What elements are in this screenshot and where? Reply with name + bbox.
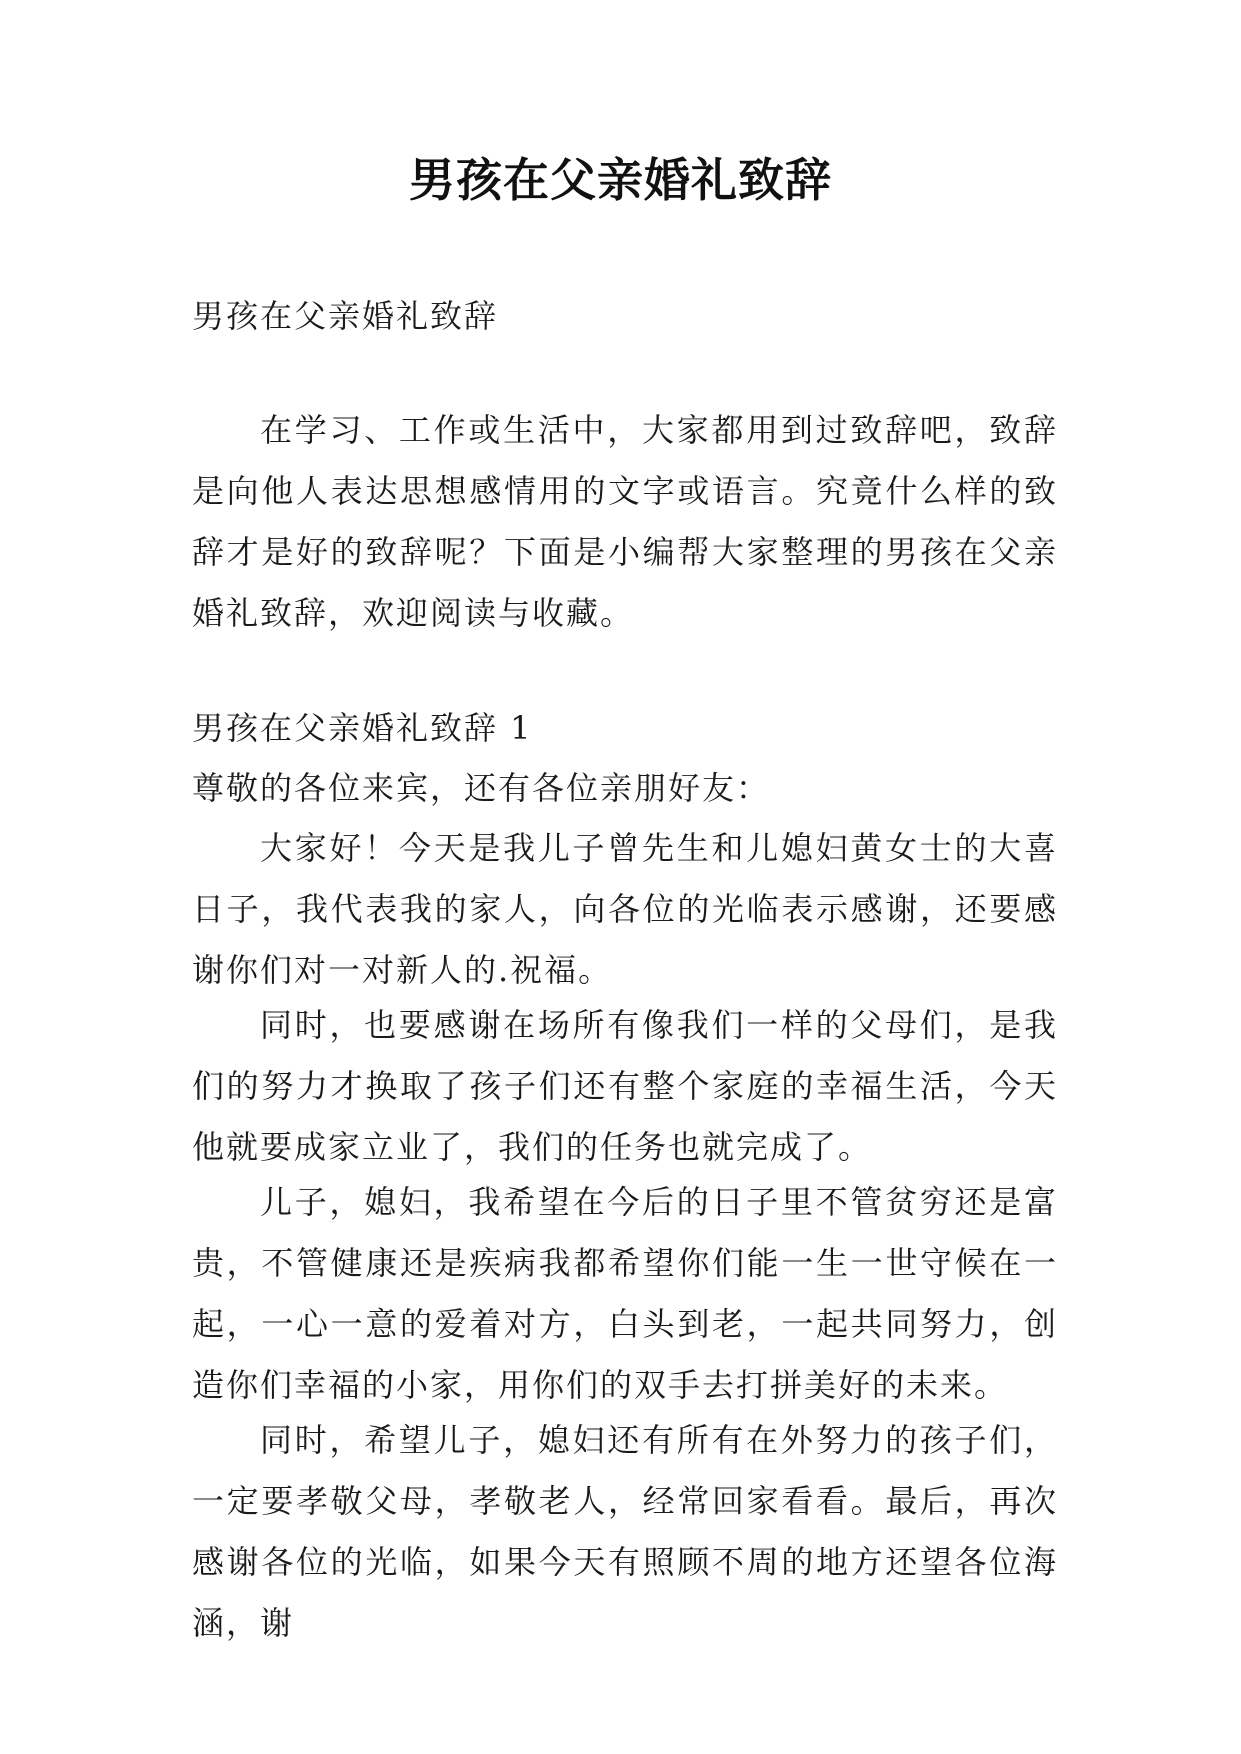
intro-paragraph: 在学习、工作或生活中，大家都用到过致辞吧，致辞是向他人表达思想感情用的文字或语言。究竟什么样的致辞才是好的致辞呢？下面是小编帮大家整理的男孩在父亲婚礼致辞，欢迎阅读与收藏。: [192, 411, 1058, 632]
speech-paragraph-4: 同时，希望儿子，媳妇还有所有在外努力的孩子们，一定要孝敬父母，孝敬老人，经常回家看看。最后，再次感谢各位的光临，如果今天有照顾不周的地方还望各位海涵，谢: [192, 1421, 1058, 1642]
document-title: 男孩在父亲婚礼致辞: [409, 153, 832, 207]
speech-paragraph-2: 同时，也要感谢在场所有像我们一样的父母们，是我们的努力才换取了孩子们还有整个家庭的幸福生活，今天他就要成家立业了，我们的任务也就完成了。: [192, 1006, 1058, 1166]
section-heading: 男孩在父亲婚礼致辞 1: [192, 709, 533, 747]
salutation: 尊敬的各位来宾，还有各位亲朋好友：: [192, 769, 771, 807]
document-subtitle: 男孩在父亲婚礼致辞: [192, 297, 499, 335]
speech-paragraph-1: 大家好！今天是我儿子曾先生和儿媳妇黄女士的大喜日子，我代表我的家人，向各位的光临表示感谢，还要感谢你们对一对新人的.祝福。: [192, 829, 1058, 989]
speech-paragraph-3: 儿子，媳妇，我希望在今后的日子里不管贫穷还是富贵，不管健康还是疾病我都希望你们能一生一世守候在一起，一心一意的爱着对方，白头到老，一起共同努力，创造你们幸福的小家，用你们的双手去打拼美好的未来。: [192, 1183, 1058, 1404]
